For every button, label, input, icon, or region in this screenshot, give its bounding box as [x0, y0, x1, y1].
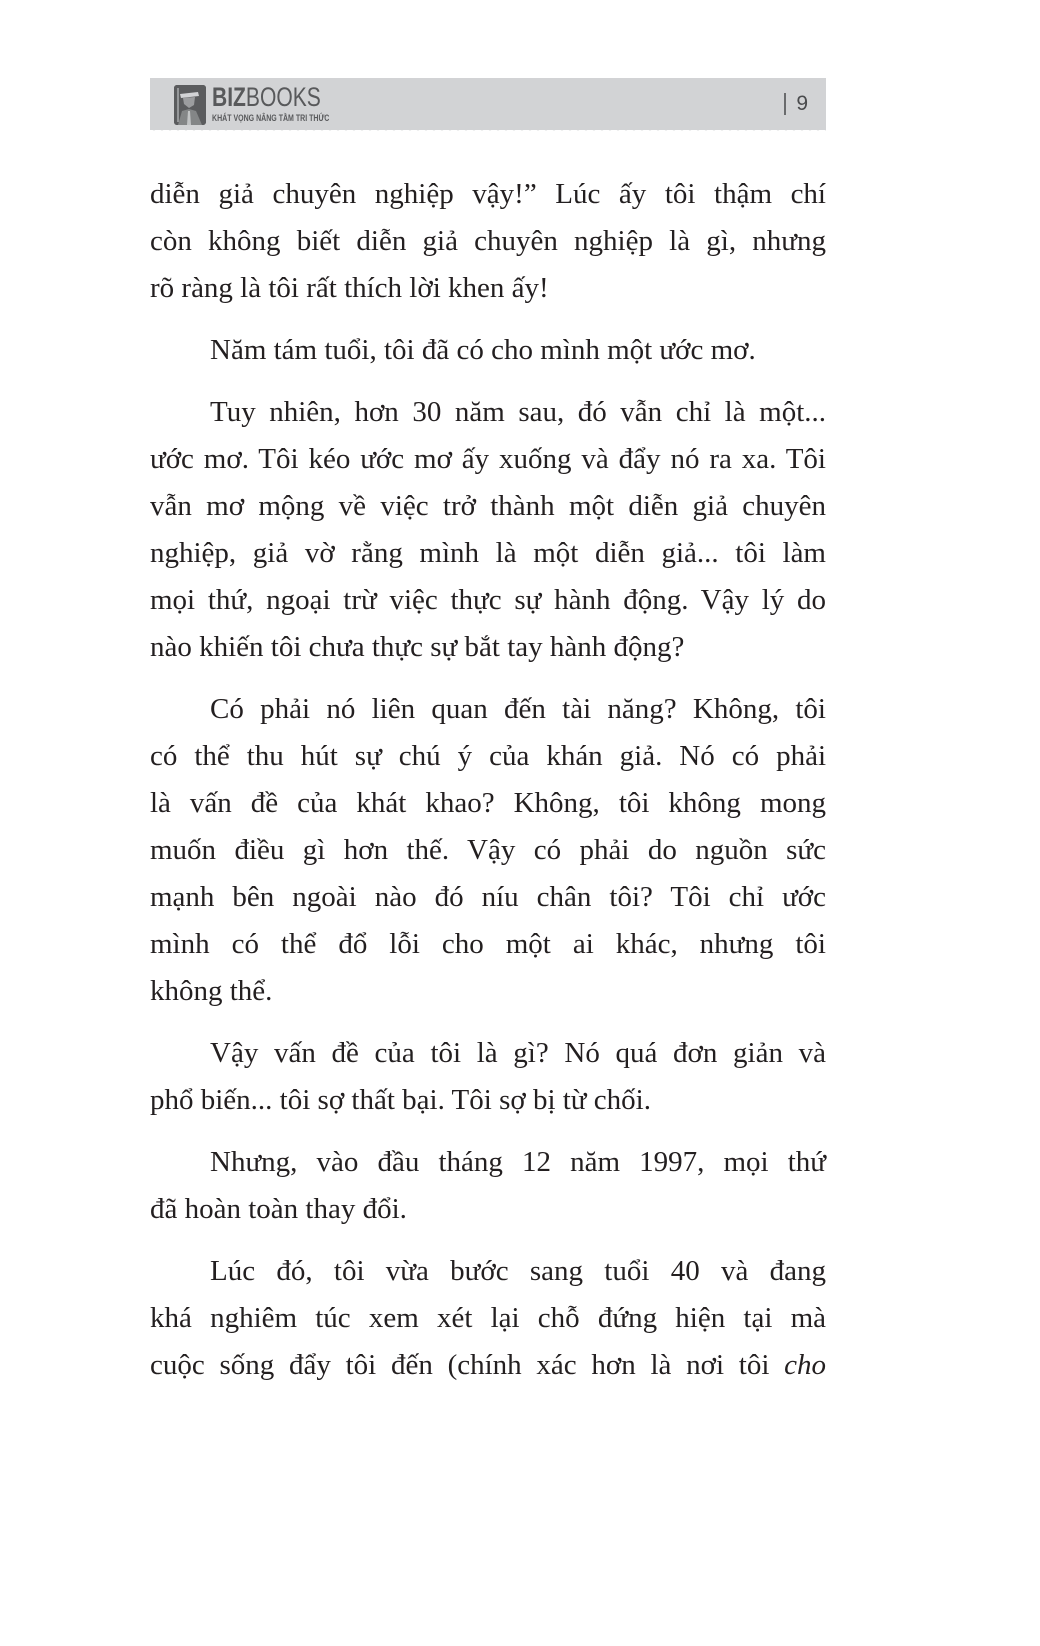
paragraph: [150, 686, 826, 1015]
brand-name-light: BOOKS: [245, 82, 321, 112]
page-number-divider: [784, 93, 786, 115]
header-scalloped-edge: [150, 128, 826, 132]
paragraph: [150, 389, 826, 671]
paragraph: [150, 1248, 826, 1389]
text-line: diễn giả chuyên nghiệp vậy!” Lúc ấy tôi thậm chí: [150, 178, 826, 210]
page-number-value: 9: [796, 92, 808, 115]
text-line: vẫn mơ mộng về việc trở thành một diễn giả chuyên: [150, 490, 826, 522]
text-line: nghiệp, giả vờ rằng mình là một diễn giả... tôi làm: [150, 537, 826, 569]
text-line: còn không biết diễn giả chuyên nghiệp là gì, nhưng: [150, 225, 826, 257]
text-line: phổ biến... tôi sợ thất bại. Tôi sợ bị từ chối.: [150, 1084, 651, 1116]
text-line: mọi thứ, ngoại trừ việc thực sự hành động. Vậy lý do: [150, 584, 826, 616]
text-line-with-italic: [150, 1342, 826, 1389]
text-line: Tuy nhiên, hơn 30 năm sau, đó vẫn chỉ là một...: [210, 396, 826, 428]
paragraph: [150, 1139, 826, 1233]
text-line: đã hoàn toàn thay đổi.: [150, 1193, 407, 1225]
text-line: rõ ràng là tôi rất thích lời khen ấy!: [150, 272, 549, 304]
text-line: mình có thể đổ lỗi cho một ai khác, nhưng tôi: [150, 928, 826, 960]
brand-name-bold: BIZ: [212, 82, 246, 112]
text-line: mạnh bên ngoài nào đó níu chân tôi? Tôi chỉ ước: [150, 881, 826, 913]
paragraph: [150, 171, 826, 312]
paragraph: [150, 1030, 826, 1124]
text-line: là vấn đề của khát khao? Không, tôi không mong: [150, 787, 826, 819]
text-line-segment: cuộc sống đẩy tôi đến (chính xác hơn là nơi tôi: [150, 1349, 770, 1381]
text-line: nào khiến tôi chưa thực sự bắt tay hành động?: [150, 631, 685, 663]
text-line: khá nghiêm túc xem xét lại chỗ đứng hiện tại mà: [150, 1302, 826, 1334]
page-header: [150, 78, 826, 130]
text-line: Có phải nó liên quan đến tài năng? Không, tôi: [210, 693, 826, 725]
text-line: Vậy vấn đề của tôi là gì? Nó quá đơn giản và: [210, 1037, 826, 1069]
text-line: có thể thu hút sự chú ý của khán giả. Nó có phải: [150, 740, 826, 772]
text-line: ước mơ. Tôi kéo ước mơ ấy xuống và đẩy nó ra xa. Tôi: [150, 443, 826, 475]
body-text: [150, 171, 826, 1404]
text-line: muốn điều gì hơn thế. Vậy có phải do nguồn sức: [150, 834, 826, 866]
brand-tagline: KHÁT VỌNG NÂNG TẦM TRI THỨC: [212, 113, 330, 123]
italic-word: cho: [784, 1349, 826, 1381]
text-line: không thể.: [150, 975, 273, 1007]
man-in-hat-logo-icon: [174, 85, 206, 125]
brand-name: [212, 84, 329, 112]
text-line: Năm tám tuổi, tôi đã có cho mình một ước mơ.: [210, 334, 756, 366]
page-number: [784, 92, 808, 116]
text-line: Nhưng, vào đầu tháng 12 năm 1997, mọi thứ: [210, 1146, 826, 1178]
text-line: Lúc đó, tôi vừa bước sang tuổi 40 và đang: [210, 1255, 826, 1287]
paragraph: [150, 327, 826, 374]
publisher-logo: [174, 84, 362, 125]
